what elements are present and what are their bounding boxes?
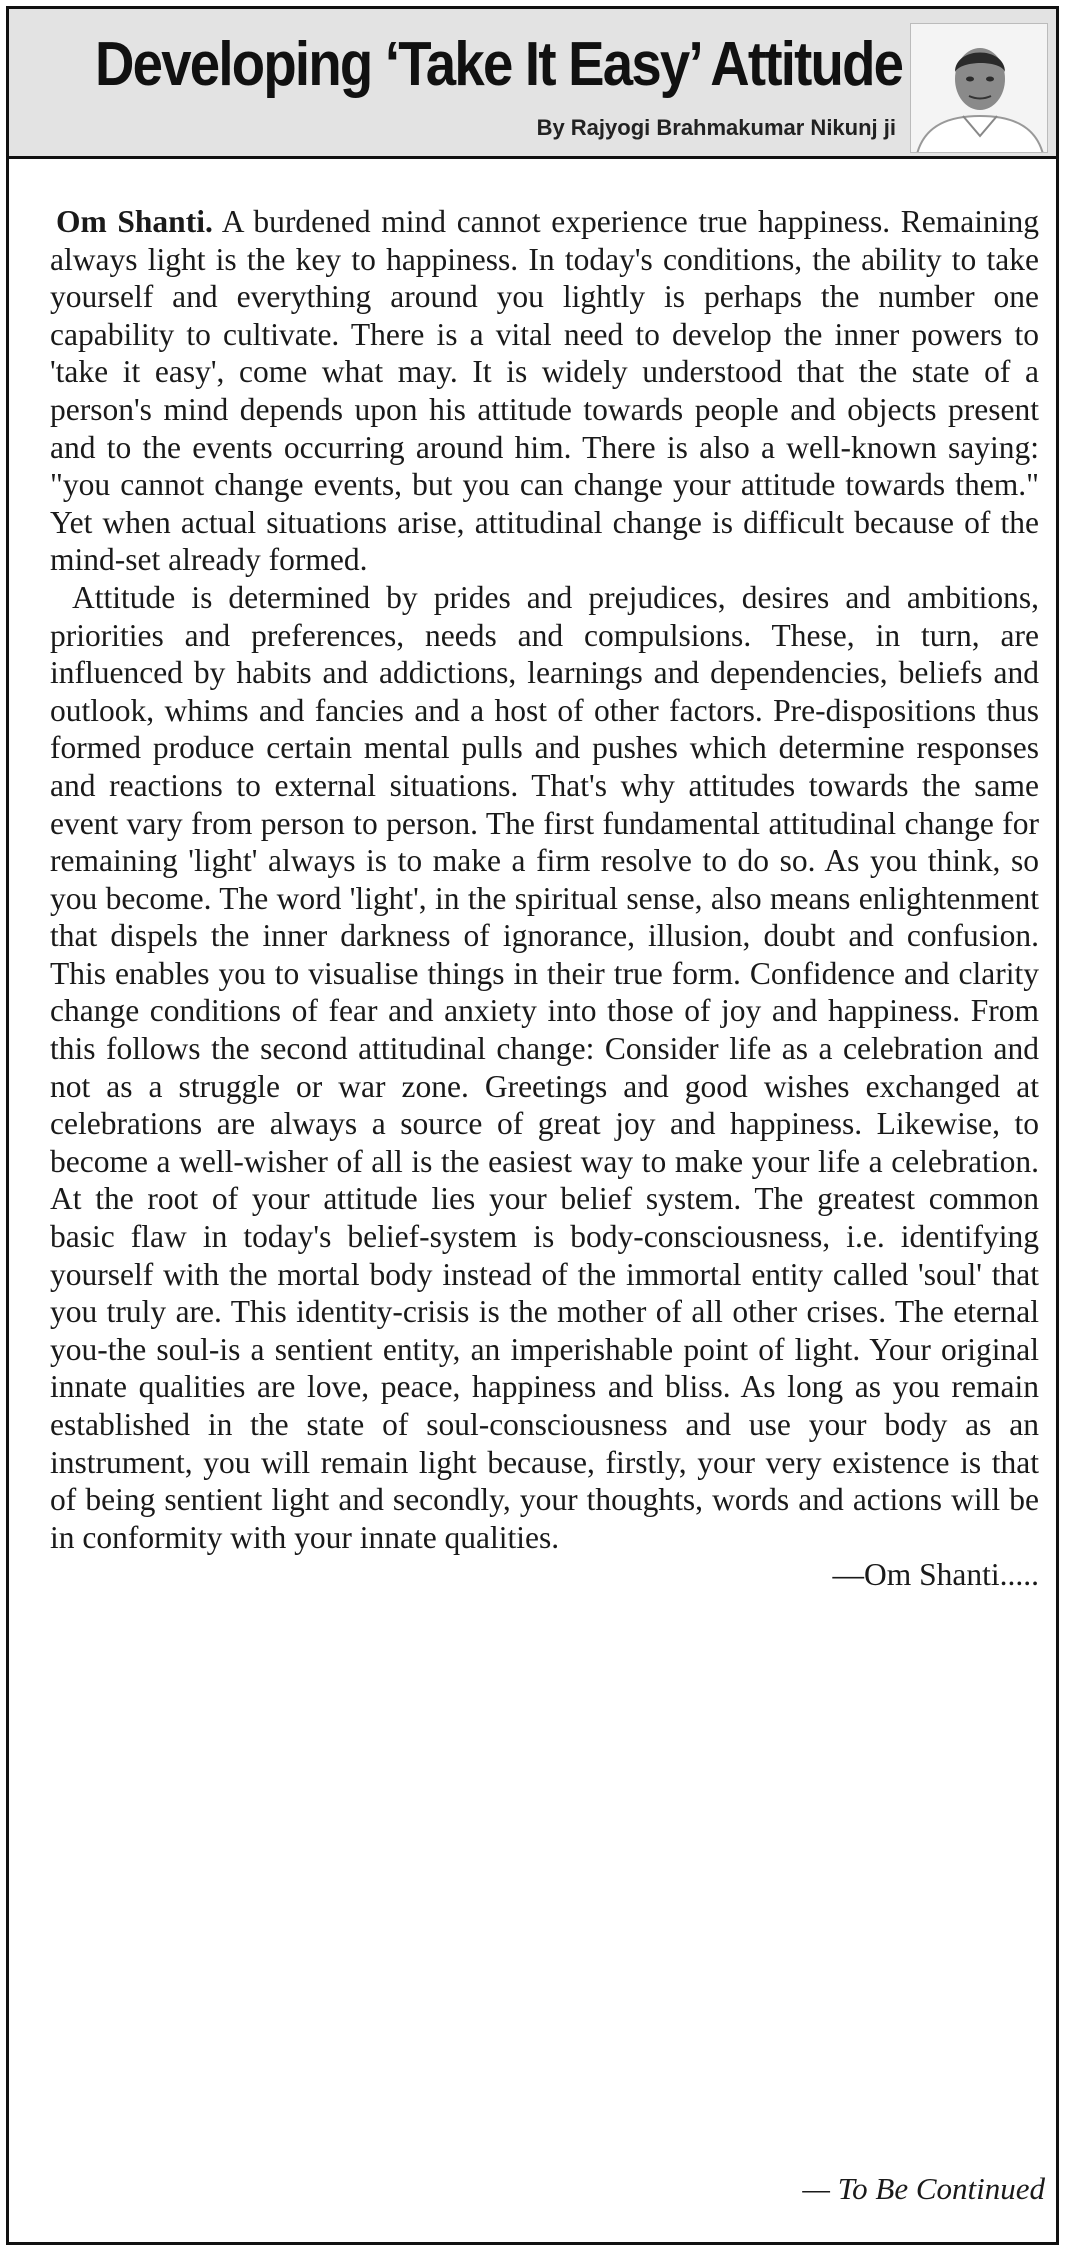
- paragraph-1-text: A burdened mind cannot experience true happiness. Remaining always light is the key to happiness. In today's conditions, the ability to take yourself and everything around you lightly is perhaps the number one capability to cultivate. There is a vital need to develop the inner powers to 'take it easy', come what may. It is widely understood that the state of a person's mind depends upon his attitude towards people and objects present and to the events occurring around him. There is also a well-known saying: "you cannot change events, but you can change your attitude towards them." Yet when actual situations arise, attitudinal change is difficult because of the mind-set already formed.: [50, 204, 1039, 578]
- closing-row: [50, 1556, 1039, 1594]
- article-body: [50, 203, 1039, 1594]
- author-portrait-icon: [911, 24, 1048, 153]
- author-photo: [910, 23, 1048, 153]
- signoff: —Om Shanti.....: [832, 1557, 1039, 1593]
- author-byline: By Rajyogi Brahmakumar Nikunj ji: [536, 115, 896, 140]
- article-paragraph-2: [50, 579, 1039, 1556]
- article-paragraph-1: [50, 203, 1039, 579]
- to-be-continued: — To Be Continued: [802, 2171, 1045, 2206]
- paragraph-2-text: Attitude is determined by prides and prejudices, desires and ambitions, priorities and preferences, needs and compulsions. These, in turn, are influenced by habits and addictions, learnings and dependencies, beliefs and outlook, whims and fancies and a host of other factors. Pre-dispositions thus formed produce certain mental pulls and pushes which determine responses and reactions to external situations. That's why attitudes towards the same event vary from person to person. The first fundamental attitudinal change for remaining 'light' always is to make a firm resolve to do so. As you think, so you become. The word 'light', in the spiritual sense, also means enlightenment that dispels the inner darkness of ignorance, illusion, doubt and confusion. This enables you to visualise things in their true form. Confidence and clarity change conditions of fear and anxiety into those of joy and happiness. From this follows the second attitudinal change: Consider life as a celebration and not as a struggle or war zone. Greetings and good wishes exchanged at celebrations are always a source of great joy and happiness. Likewise, to become a well-wisher of all is the easiest way to make your life a celebration. At the root of your attitude lies your belief system. The greatest common basic flaw in today's belief-system is body-consciousness, i.e. identifying yourself with the mortal body instead of the immortal entity called 'soul' that you truly are. This identity-crisis is the mother of all other crises. The eternal you-the soul-is a sentient entity, an imperishable point of light. Your original innate qualities are love, peace, happiness and bliss. As long as you remain established in the state of soul-consciousness and use your body as an instrument, you will remain light because, firstly, your very existence is that of being sentient light and secondly, your thoughts, words and actions will be in conformity with your innate qualities.: [50, 579, 1039, 1555]
- article-title: Developing ‘Take It Easy’ Attitude: [95, 30, 903, 99]
- opening-greeting: Om Shanti.: [56, 204, 213, 239]
- article-header: [9, 9, 1056, 159]
